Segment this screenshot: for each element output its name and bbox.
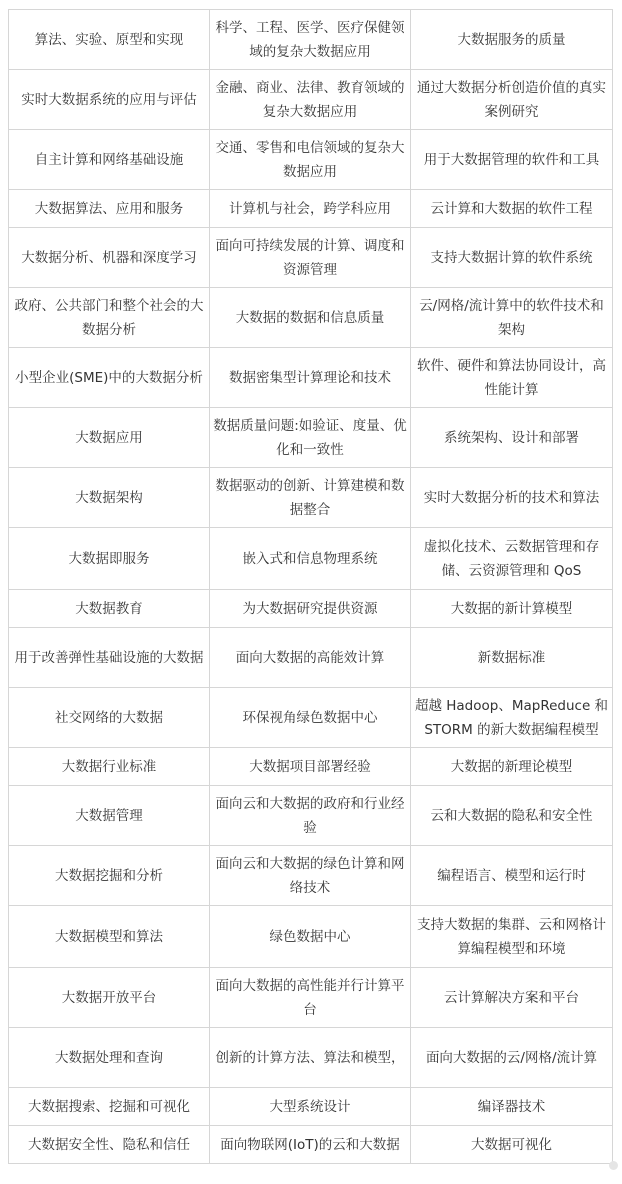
table-row (9, 906, 613, 968)
table-cell: 实时大数据分析的技术和算法 (411, 468, 613, 528)
table-row (9, 968, 613, 1028)
table-cell: 大数据安全性、隐私和信任 (9, 1126, 210, 1164)
table-row (9, 130, 613, 190)
table-cell: 数据密集型计算理论和技术 (210, 348, 411, 408)
table-cell: 支持大数据的集群、云和网格计算编程模型和环境 (411, 906, 613, 968)
table-cell: 大数据的数据和信息质量 (210, 288, 411, 348)
table-cell: 大数据教育 (9, 590, 210, 628)
table-row (9, 228, 613, 288)
table-cell: 大型系统设计 (210, 1088, 411, 1126)
table-cell: 面向大数据的云/网格/流计算 (411, 1028, 613, 1088)
table-cell: 面向云和大数据的绿色计算和网络技术 (210, 846, 411, 906)
table-cell: 大数据项目部署经验 (210, 748, 411, 786)
table-cell: 环保视角绿色数据中心 (210, 688, 411, 748)
table-cell: 自主计算和网络基础设施 (9, 130, 210, 190)
table-cell: 云计算解决方案和平台 (411, 968, 613, 1028)
table-row (9, 190, 613, 228)
table-cell: 编程语言、模型和运行时 (411, 846, 613, 906)
table-row (9, 1028, 613, 1088)
table-cell: 大数据分析、机器和深度学习 (9, 228, 210, 288)
table-cell: 用于大数据管理的软件和工具 (411, 130, 613, 190)
table-cell: 编译器技术 (411, 1088, 613, 1126)
table-cell: 大数据行业标准 (9, 748, 210, 786)
table-cell: 面向大数据的高能效计算 (210, 628, 411, 688)
table-cell: 云和大数据的隐私和安全性 (411, 786, 613, 846)
table-row (9, 10, 613, 70)
table-cell: 大数据服务的质量 (411, 10, 613, 70)
table-cell: 大数据应用 (9, 408, 210, 468)
table-cell: 大数据处理和查询 (9, 1028, 210, 1088)
table-cell: 政府、公共部门和整个社会的大数据分析 (9, 288, 210, 348)
table-row (9, 748, 613, 786)
table-cell: 大数据算法、应用和服务 (9, 190, 210, 228)
table-cell: 计算机与社会，跨学科应用 (210, 190, 411, 228)
table-row (9, 468, 613, 528)
table-cell: 大数据架构 (9, 468, 210, 528)
table-cell: 绿色数据中心 (210, 906, 411, 968)
table-row (9, 408, 613, 468)
table-cell: 小型企业(SME)中的大数据分析 (9, 348, 210, 408)
table-row (9, 846, 613, 906)
table-row (9, 348, 613, 408)
table-cell: 科学、工程、医学、医疗保健领域的复杂大数据应用 (210, 10, 411, 70)
table-row (9, 1126, 613, 1164)
table-row (9, 590, 613, 628)
table-row (9, 70, 613, 130)
table-cell: 面向大数据的高性能并行计算平台 (210, 968, 411, 1028)
table-cell: 创新的计算方法、算法和模型， (210, 1028, 411, 1088)
table-cell: 社交网络的大数据 (9, 688, 210, 748)
table-cell: 大数据的新理论模型 (411, 748, 613, 786)
scroll-indicator (609, 1161, 618, 1170)
table-cell: 大数据管理 (9, 786, 210, 846)
table-cell: 数据驱动的创新、计算建模和数据整合 (210, 468, 411, 528)
table-cell: 嵌入式和信息物理系统 (210, 528, 411, 590)
table-cell: 大数据的新计算模型 (411, 590, 613, 628)
table-row (9, 288, 613, 348)
table-cell: 虚拟化技术、云数据管理和存储、云资源管理和 QoS (411, 528, 613, 590)
table-row (9, 628, 613, 688)
table-cell: 面向云和大数据的政府和行业经验 (210, 786, 411, 846)
table-cell: 面向物联网(IoT)的云和大数据 (210, 1126, 411, 1164)
table-cell: 为大数据研究提供资源 (210, 590, 411, 628)
table-row (9, 1088, 613, 1126)
table-cell: 实时大数据系统的应用与评估 (9, 70, 210, 130)
table-cell: 新数据标准 (411, 628, 613, 688)
table-cell: 交通、零售和电信领域的复杂大数据应用 (210, 130, 411, 190)
table-cell: 通过大数据分析创造价值的真实案例研究 (411, 70, 613, 130)
table-cell: 金融、商业、法律、教育领域的复杂大数据应用 (210, 70, 411, 130)
table-cell: 云计算和大数据的软件工程 (411, 190, 613, 228)
table-cell: 超越 Hadoop、MapReduce 和 STORM 的新大数据编程模型 (411, 688, 613, 748)
table-row (9, 786, 613, 846)
table-cell: 软件、硬件和算法协同设计，高性能计算 (411, 348, 613, 408)
table-cell: 大数据开放平台 (9, 968, 210, 1028)
topics-table (8, 9, 613, 1164)
table-cell: 算法、实验、原型和实现 (9, 10, 210, 70)
topics-table-container (8, 9, 612, 1164)
table-row (9, 528, 613, 590)
table-cell: 数据质量问题:如验证、度量、优化和一致性 (210, 408, 411, 468)
table-cell: 大数据即服务 (9, 528, 210, 590)
table-row (9, 688, 613, 748)
table-cell: 大数据挖掘和分析 (9, 846, 210, 906)
table-cell: 大数据可视化 (411, 1126, 613, 1164)
table-cell: 大数据搜索、挖掘和可视化 (9, 1088, 210, 1126)
table-cell: 大数据模型和算法 (9, 906, 210, 968)
table-cell: 系统架构、设计和部署 (411, 408, 613, 468)
table-cell: 支持大数据计算的软件系统 (411, 228, 613, 288)
table-cell: 面向可持续发展的计算、调度和资源管理 (210, 228, 411, 288)
table-cell: 云/网格/流计算中的软件技术和架构 (411, 288, 613, 348)
table-cell: 用于改善弹性基础设施的大数据 (9, 628, 210, 688)
